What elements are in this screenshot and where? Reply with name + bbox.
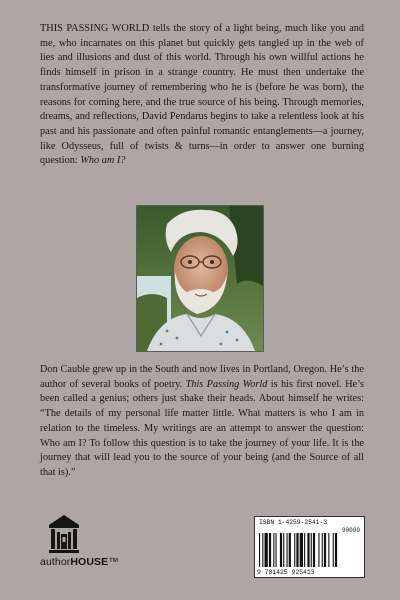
barcode-bar — [262, 533, 263, 567]
barcode-bar — [283, 533, 284, 567]
barcode-bar — [307, 533, 309, 567]
barcode-bar — [324, 533, 326, 567]
trademark: ™ — [108, 556, 119, 568]
barcode-bar — [276, 533, 277, 567]
barcode-bar — [304, 533, 305, 567]
author-photo — [137, 206, 263, 351]
author-bio — [40, 363, 364, 481]
barcode-bar — [294, 533, 295, 567]
barcode-bar — [273, 533, 274, 567]
barcode-bar — [313, 533, 315, 567]
bio-part1: Don Cauble grew up in the South and now lives in Portland, Oregon. He’s the author of several books of poetry. — [40, 364, 364, 390]
barcode-bar — [335, 533, 337, 567]
barcode-bar — [280, 533, 282, 567]
blurb-text: THIS PASSING WORLD tells the story of a light being, much like you and me, who incarnates on this planet but quickly gets tangled up in the web of lies and illusions and dust of this world. Through his own willful actions he finds himself in prison in a strange country. He must then undertake the transformative journey of remembering who he is (before he was born), the reasons for coming here, and the true source of his being. Through memories, dreams, and reflections, David Pendarus begins to take a relentless look at his past and his passionate and often painful romantic entanglements—a journey, like Odysseus, full of twists & turns—in order to answer one burning question: — [40, 23, 364, 167]
barcode-bar — [311, 533, 312, 567]
barcode-bars — [259, 533, 360, 567]
barcode-bar — [333, 533, 334, 567]
barcode-bar — [259, 533, 260, 567]
barcode-bar — [322, 533, 323, 567]
barcode-bar — [289, 533, 291, 567]
barcode-bar — [300, 533, 303, 567]
barcode-bar — [296, 533, 298, 567]
bio-book-title: This Passing World — [185, 378, 268, 390]
bookshelf-house-icon — [48, 514, 80, 554]
barcode-bar — [269, 533, 271, 567]
barcode-bar — [287, 533, 288, 567]
barcode-bar — [328, 533, 329, 567]
ean-number: 9 781425 925413 — [257, 569, 315, 576]
barcode-bar — [265, 533, 268, 567]
isbn-label: ISBN 1-4259-2541-3 — [259, 519, 328, 526]
blurb-question: Who am I? — [80, 155, 126, 167]
publisher-logo — [40, 514, 130, 574]
publisher-name-b: HOUSE — [70, 556, 109, 568]
barcode-bar — [318, 533, 319, 567]
bio-part2: is his first novel. He’s been called a genius; others just shake their heads. About himself he writes: “The details of my personal life matter little. What matters is who I am in relation to the timeless. My writings are an attempt to answer the question: Who am I? To follow this question is to take the journey of your life. It is the journey that will lead you to the source of your being (and the Source of all that is).” — [40, 378, 364, 478]
price-code: 90000 — [341, 527, 360, 534]
publisher-name — [40, 556, 119, 568]
isbn-barcode — [254, 516, 365, 578]
back-cover-blurb — [40, 22, 364, 169]
publisher-name-a: author — [40, 556, 71, 568]
